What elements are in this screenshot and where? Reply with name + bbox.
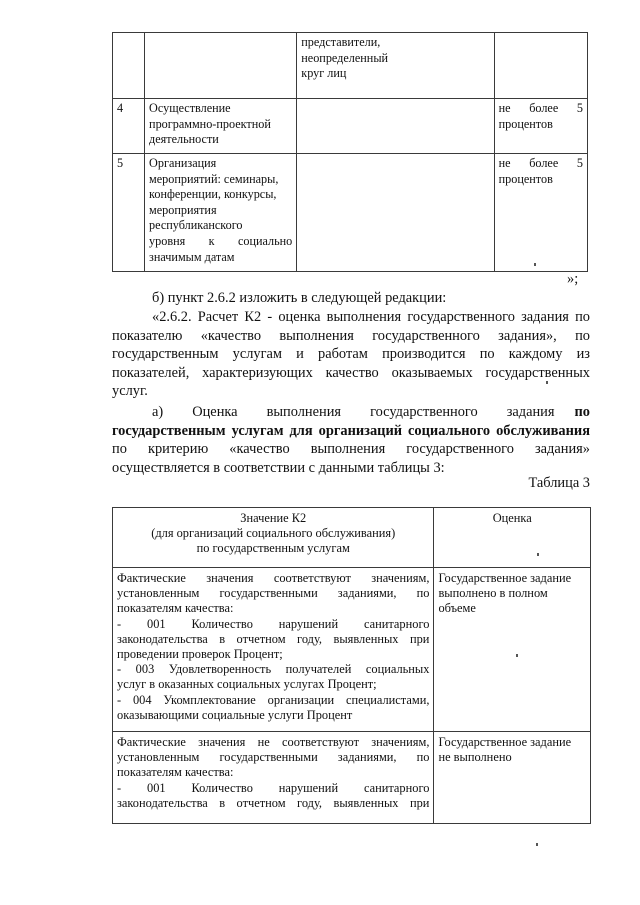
table-cell xyxy=(297,33,494,99)
row-number: 5 xyxy=(113,154,145,272)
cell-text: конференции, конкурсы, xyxy=(149,187,277,202)
limit-cell xyxy=(494,99,587,154)
cell-text: услуг в оказанных социальных услугах Процент; xyxy=(117,677,377,692)
cell-text: уровня к социально xyxy=(149,233,293,248)
condition-cell xyxy=(113,568,434,732)
header-text: по государственным услугам xyxy=(196,541,350,556)
limit-line xyxy=(499,101,583,117)
cell-text: установленным государственными заданиями, по xyxy=(117,586,430,601)
cell-text: деятельности xyxy=(149,132,219,147)
table-row xyxy=(113,732,591,824)
text-line xyxy=(112,403,590,422)
limit-word: не xyxy=(498,101,511,115)
table-cell xyxy=(145,33,297,99)
text-line: осуществляется в соответствии с данными таблицы 3: xyxy=(112,459,445,476)
table-cell xyxy=(113,33,145,99)
header-cell xyxy=(113,508,434,568)
cell-text: оказывающими социальные услуги Процент xyxy=(117,707,353,722)
k2-evaluation-table xyxy=(112,507,591,824)
text-line: показателей, характеризующих качество оказываемых государственных xyxy=(112,364,590,381)
closing-quote: »; xyxy=(567,271,579,287)
cell-text: не выполнено xyxy=(438,750,512,765)
cell-text: неопределенный xyxy=(301,50,389,65)
scan-speck xyxy=(537,553,539,556)
activity-name xyxy=(145,99,297,154)
paragraph-a xyxy=(112,403,590,477)
cell-text: законодательства в отчетном году, выявленных при xyxy=(117,631,430,646)
table-row xyxy=(113,568,591,732)
limit-unit: процентов xyxy=(498,116,553,131)
cell-text: Фактические значения не соответствуют значениям, xyxy=(117,735,430,749)
cell-text: Государственное задание xyxy=(438,735,572,749)
header-text: Значение К2 xyxy=(240,511,307,525)
limit-cell xyxy=(494,154,587,272)
cell-text: Осуществление xyxy=(149,101,231,115)
cell-text: установленным государственными заданиями, по xyxy=(117,750,430,765)
limit-word: более xyxy=(529,101,559,115)
text-line: показателю «качество выполнения государственного задания», по xyxy=(112,327,590,344)
limit-value: 5 xyxy=(576,156,583,170)
text-line: услуг. xyxy=(112,383,148,400)
cell-text: представители, xyxy=(301,35,381,49)
header-text: (для организаций социального обслуживания) xyxy=(151,526,396,541)
cell-text: республиканского xyxy=(149,218,243,233)
condition-cell xyxy=(113,732,434,824)
cell-text: - 004 Укомплектование организации специалистами, xyxy=(117,692,430,707)
cell-text: круг лиц xyxy=(301,66,347,81)
cell-text: Организация xyxy=(149,156,217,170)
text-line: «2.6.2. Расчет К2 - оценка выполнения государственного задания по xyxy=(152,309,590,325)
cell-text: показателям качества: xyxy=(117,601,234,616)
cell-text: выполнено в полном xyxy=(438,586,548,601)
scan-speck xyxy=(536,843,538,846)
cell-text: - 003 Удовлетворенность получателей социальных xyxy=(117,662,430,677)
services-limits-table xyxy=(112,32,588,272)
cell-text: значимым датам xyxy=(149,249,235,264)
activity-name xyxy=(145,154,297,272)
evaluation-cell xyxy=(434,732,591,824)
text-span: а) Оценка выполнения государственного задания xyxy=(152,404,555,420)
text-line: государственным услугам и работам производится по каждому из xyxy=(112,346,590,363)
table-row xyxy=(113,99,588,154)
bold-text: по xyxy=(574,404,590,420)
scan-speck xyxy=(516,654,518,657)
cell-text: законодательства в отчетном году, выявленных при xyxy=(117,795,430,810)
limit-line xyxy=(499,156,583,172)
table-row xyxy=(113,33,588,99)
paragraph-2-6-2 xyxy=(112,308,590,401)
cell-text: - 001 Количество нарушений санитарного xyxy=(117,616,430,631)
text-line: по критерию «качество выполнения государственного задания» xyxy=(112,441,590,458)
scan-speck xyxy=(534,263,536,266)
table-row xyxy=(113,154,588,272)
limit-word: более xyxy=(529,156,559,170)
limit-value: 5 xyxy=(576,101,583,115)
cell-text: - 001 Количество нарушений санитарного xyxy=(117,780,430,795)
paragraph-b: б) пункт 2.6.2 изложить в следующей редакции: xyxy=(152,290,447,306)
header-cell: Оценка xyxy=(434,508,591,568)
cell-text: показателям качества: xyxy=(117,765,234,780)
limit-word: не xyxy=(498,156,511,170)
cell-text: объеме xyxy=(438,601,476,616)
bold-text: государственным услугам для организаций социального обслуживания xyxy=(112,422,590,439)
table-cell xyxy=(297,154,494,272)
cell-text: Фактические значения соответствуют значениям, xyxy=(117,571,430,585)
cell-text: проведении проверок Процент; xyxy=(117,647,283,662)
cell-text: Государственное задание xyxy=(438,571,572,585)
table-caption: Таблица 3 xyxy=(528,475,590,491)
table-cell xyxy=(297,99,494,154)
cell-text: программно-проектной xyxy=(149,116,271,131)
cell-text: мероприятий: семинары, xyxy=(149,171,279,186)
row-number: 4 xyxy=(113,99,145,154)
table-cell xyxy=(494,33,587,99)
limit-unit: процентов xyxy=(498,171,553,186)
scan-speck xyxy=(546,381,548,384)
table-header-row xyxy=(113,508,591,568)
cell-text: мероприятия xyxy=(149,202,217,217)
evaluation-cell xyxy=(434,568,591,732)
